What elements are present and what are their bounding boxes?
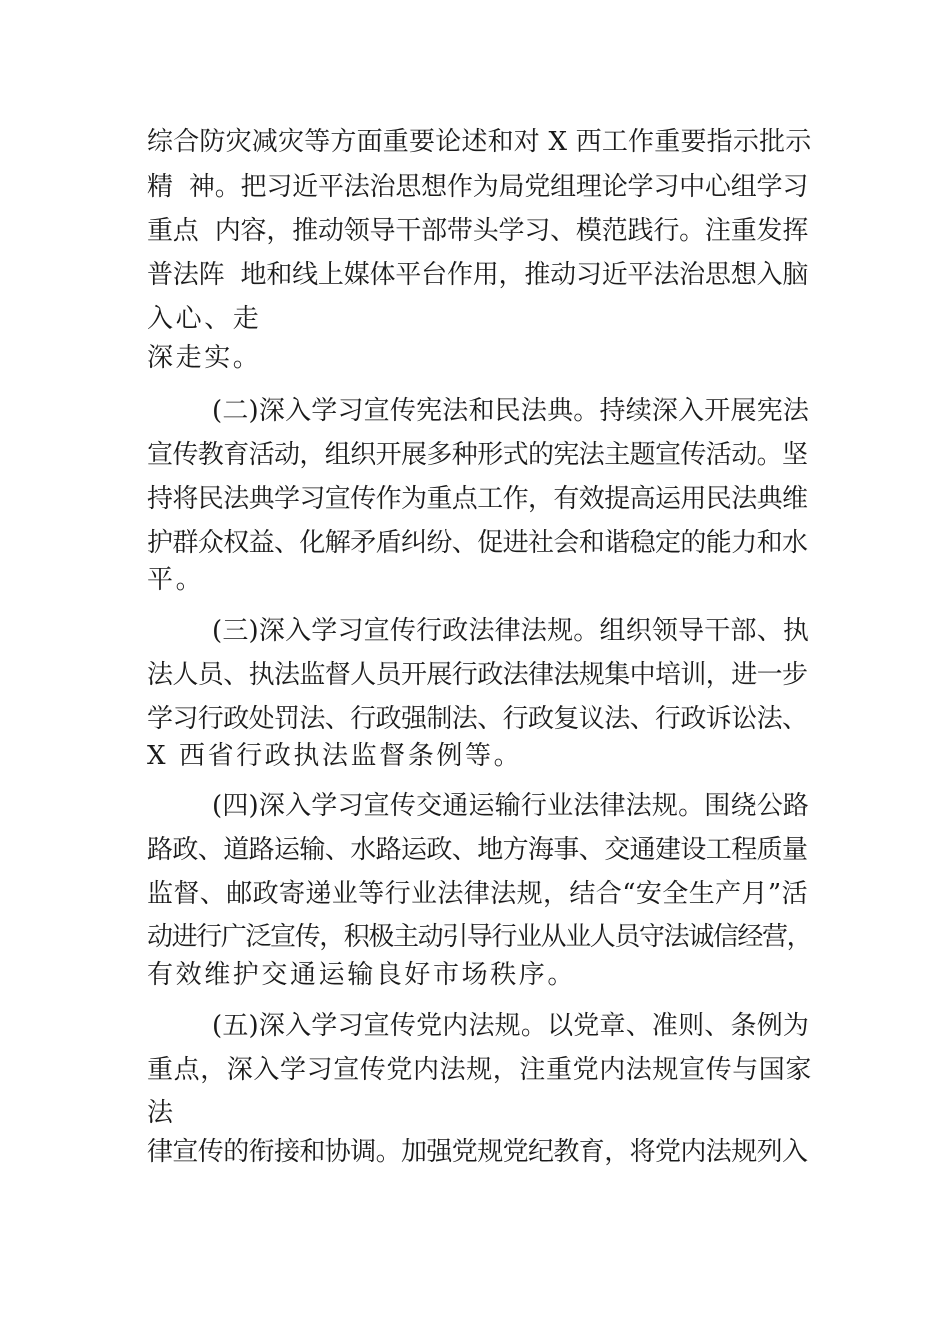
- text-line: 监督、邮政寄递业等行业法律法规，结合“安全生产月”活: [147, 879, 808, 909]
- text-line: 重点，深入学习宣传党内法规，注重党内法规宣传与国家: [147, 1055, 813, 1085]
- paragraph-heading-line: (二)深入学习宣传宪法和民法典。持续深入开展宪法: [212, 396, 810, 426]
- text-line: 入心、走: [147, 304, 262, 334]
- text-line: 深走实。: [147, 343, 262, 373]
- text-line: 法人员、执法监督人员开展行政法律法规集中培训，进一步: [147, 660, 808, 690]
- text-line: 律宣传的衔接和协调。加强党规党纪教育，将党内法规列入: [147, 1137, 808, 1167]
- text-line: 重点 内容，推动领导干部带头学习、模范践行。注重发挥: [147, 216, 809, 246]
- text-line: 护群众权益、化解矛盾纠纷、促进社会和谐稳定的能力和水: [147, 528, 808, 558]
- text-line: 平。: [147, 565, 205, 595]
- text-line: 普法阵 地和线上媒体平台作用，推动习近平法治思想入脑: [147, 260, 809, 290]
- text-line: 路政、道路运输、水路运政、地方海事、交通建设工程质量: [147, 835, 808, 865]
- text-line: 法: [147, 1098, 176, 1128]
- text-line: 有效维护交通运输良好市场秩序。: [147, 960, 577, 990]
- paragraph-heading-line: (三)深入学习宣传行政法律法规。组织领导干部、执: [212, 616, 810, 646]
- paragraph-heading-line: (四)深入学习宣传交通运输行业法律法规。围绕公路: [212, 791, 810, 821]
- text-line: 宣传教育活动，组织开展多种形式的宪法主题宣传活动。坚: [147, 440, 808, 470]
- text-line: X 西省行政执法监督条例等。: [147, 741, 523, 771]
- text-line: 持将民法典学习宣传作为重点工作，有效提高运用民法典维: [147, 484, 808, 514]
- text-line: 综合防灾减灾等方面重要论述和对 X 西工作重要指示批示: [147, 127, 812, 157]
- text-line: 学习行政处罚法、行政强制法、行政复议法、行政诉讼法、: [147, 704, 808, 734]
- paragraph-heading-line: (五)深入学习宣传党内法规。以党章、准则、条例为: [212, 1011, 810, 1041]
- text-line: 精 神。把习近平法治思想作为局党组理论学习中心组学习: [147, 172, 809, 202]
- text-line: 动进行广泛宣传，积极主动引导行业从业人员守法诚信经营，: [147, 922, 812, 952]
